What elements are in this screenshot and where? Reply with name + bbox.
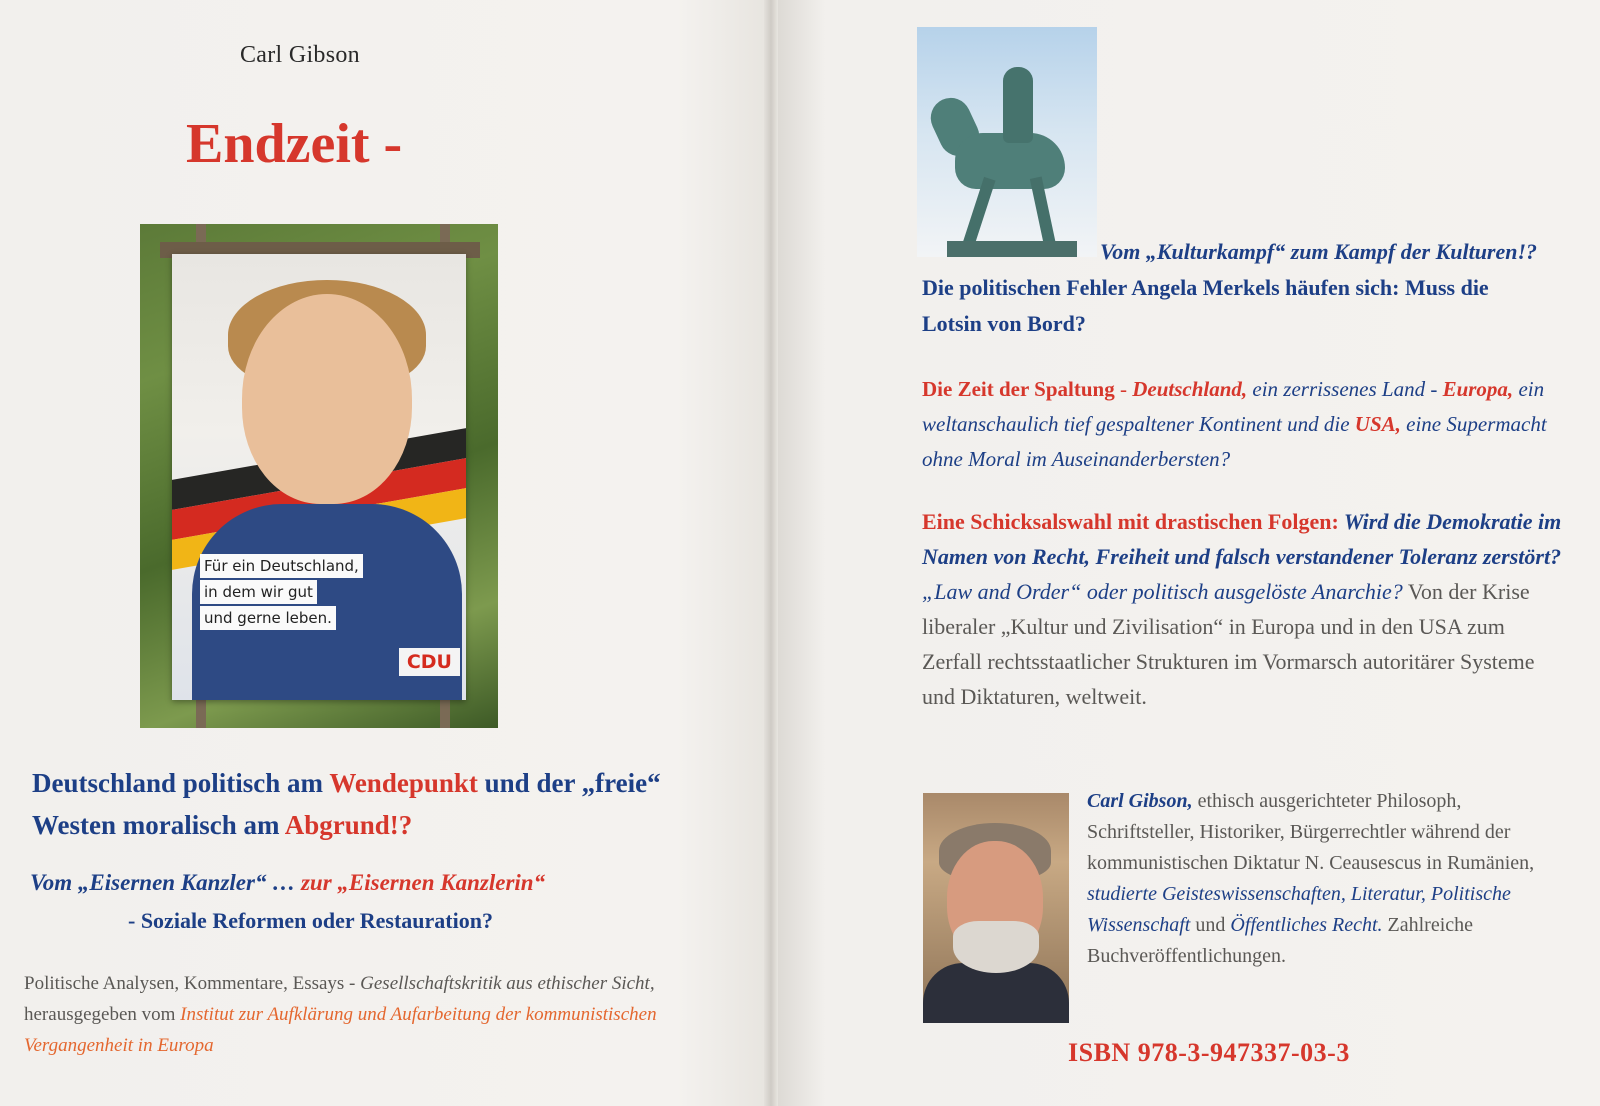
paragraph-text: ein zerrissenes Land -: [1247, 377, 1443, 401]
party-logo: CDU: [399, 648, 460, 676]
bio-italic: Öffentliches Recht.: [1230, 914, 1383, 936]
subheadline: [30, 870, 545, 896]
book-title: Endzeit -: [186, 113, 403, 175]
paragraph-text: ein weltanschaulich tief gespaltener Kontinent und die: [922, 377, 1545, 436]
headline-text: und der „freie“ Westen moralisch am: [32, 768, 661, 840]
slogan-line: in dem wir gut: [200, 580, 317, 604]
author-beard: [953, 921, 1039, 973]
statue-rider: [1003, 67, 1033, 143]
bio-italic: studierte Geisteswissenschaften, Literatur, Politische Wissenschaft: [1087, 883, 1511, 936]
publisher-name: Institut zur Aufklärung und Aufarbeitung der kommunistischen Vergangenheit in Europa: [24, 1004, 657, 1056]
bio-text: und: [1190, 914, 1231, 936]
equestrian-statue-photo: [917, 27, 1097, 257]
bio-name: Carl Gibson,: [1087, 790, 1193, 812]
paragraph-emphasis: Europa,: [1442, 377, 1514, 401]
paragraph-emphasis: Deutschland,: [1132, 377, 1248, 401]
bio-text: ethisch ausgerichteter Philosoph, Schriftsteller, Historiker, Bürgerrechtler während der kommunistischen Diktatur N. Ceausescus in Rumänien,: [1087, 790, 1535, 874]
paragraph-heading: Die Zeit der Spaltung: [922, 377, 1115, 401]
bio-text: Zahlreiche Buchveröffentlichungen.: [1087, 914, 1474, 967]
slogan-line: und gerne leben.: [200, 606, 336, 630]
poster-slogan: [200, 554, 363, 632]
headline-text: Deutschland politisch am: [32, 768, 330, 798]
slogan-line: Für ein Deutschland,: [200, 554, 363, 578]
description-italic: Gesellschaftskritik aus ethischer Sicht,: [360, 973, 655, 994]
author-bio: [1087, 786, 1567, 972]
paragraph-italic: „Law and Order“ oder politisch ausgelöste Anarchie?: [922, 579, 1403, 604]
isbn-number: ISBN 978-3-947337-03-3: [1068, 1038, 1350, 1067]
poster-board: [172, 254, 466, 700]
paragraph-text: eine Supermacht ohne Moral im Auseinanderbersten?: [922, 412, 1547, 471]
paragraph-text: -: [1114, 377, 1133, 401]
description-text: herausgegeben vom: [24, 1004, 181, 1025]
main-headline: [32, 762, 672, 846]
headline-highlight: Abgrund!?: [284, 810, 413, 840]
paragraph-schicksalswahl: [922, 504, 1562, 714]
author-photo: [923, 793, 1069, 1023]
subheadline-line2: - Soziale Reformen oder Restauration?: [128, 908, 493, 933]
portrait-face: [242, 294, 412, 504]
subheadline-highlight: zur „Eisernen Kanzlerin“: [300, 870, 546, 895]
subheadline-text: Vom „Eisernen Kanzler“ …: [30, 870, 301, 895]
paragraph-kulturkampf: [922, 234, 1542, 342]
description-text: Politische Analysen, Kommentare, Essays -: [24, 973, 361, 994]
paragraph-spaltung: [922, 372, 1562, 477]
paragraph-italic: Vom „Kulturkampf“ zum Kampf der Kulturen!?: [1100, 239, 1538, 264]
paragraph-emphasis: Wird die Demokratie im Namen von Recht, Freiheit und falsch verstandener Toleranz zerstört?: [922, 509, 1562, 569]
author-name: Carl Gibson: [240, 42, 360, 68]
paragraph-text: Von der Krise liberaler „Kultur und Zivilisation“ in Europa und in den USA zum Zerfall rechtsstaatlicher Strukturen im Vormarsch autoritärer Systeme und Diktaturen, weltweit.: [922, 579, 1535, 709]
paragraph-emphasis: USA,: [1354, 412, 1401, 436]
book-description: [24, 968, 664, 1061]
headline-highlight: Wendepunkt: [329, 768, 478, 798]
book-spine: [764, 0, 778, 1106]
campaign-poster-photo: [140, 224, 498, 728]
paragraph-heading: Eine Schicksalswahl mit drastischen Folgen:: [922, 509, 1339, 534]
paragraph-text: Die politischen Fehler Angela Merkels häufen sich: Muss die Lotsin von Bord?: [922, 275, 1489, 336]
